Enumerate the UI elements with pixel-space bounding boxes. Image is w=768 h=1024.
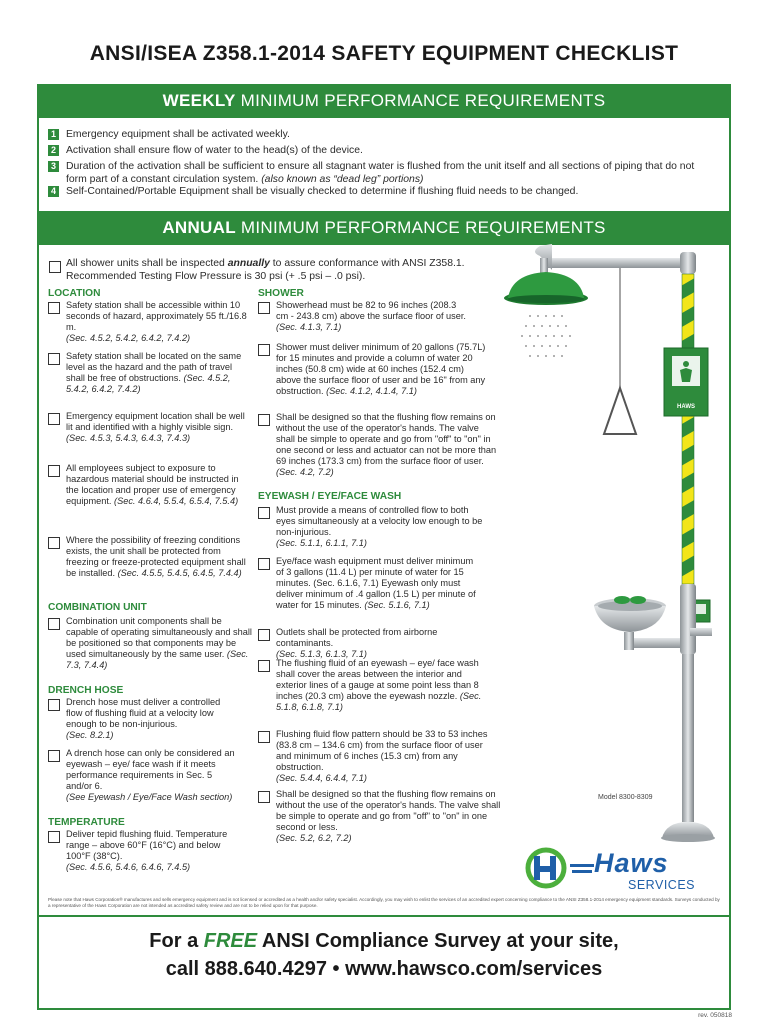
item-text: Outlets shall be protected from airborne contaminants. [276,627,438,648]
legal-disclaimer: Please note that Haws Corporation® manufactures and sells emergency equipment and is not licensed or accredited as a health and/or safety specialist. Accordingly, you may wish to enlist the services of an accredited expert concerning compliance to the ANSI Z358.1-2014 emergency equipment standards. Surveys conducted by a representative of the Haws Corporation are not intended as accredited safety review and are not to be relied upon for that purpose. [48,897,720,908]
page-title: ANSI/ISEA Z358.1-2014 SAFETY EQUIPMENT CHECKLIST [89,42,679,65]
item-text: The flushing fluid of an eyewash – eye/ face wash shall cover the areas between the interior and exterior lines of a gauge at some point less than 8 inches (20.3 cm) above the eyewash nozzle. [276,658,479,701]
checklist-item [276,556,481,611]
section-ref: (Sec. 4.5.2, 5.4.2, 6.4.2, 7.4.2) [66,373,231,394]
weekly-item-text: Self-Contained/Portable Equipment shall be visually checked to determine if flushing fluid needs to be changed. [66,186,579,197]
item-number: 3 [48,161,59,172]
checkbox[interactable] [258,344,270,356]
eyewash-heading: EYEWASH / EYE/FACE WASH [258,491,402,502]
checklist-item [66,411,252,444]
cta-line-1 [37,930,731,953]
section-ref: (Sec. 4.1.2, 4.1.4, 7.1) [326,386,417,396]
combination-heading: COMBINATION UNIT [48,602,147,613]
cta-text-b: ANSI Compliance Survey at your site, [257,930,619,952]
cta-free: FREE [203,930,258,952]
item-text: Shower must deliver minimum of 20 gallons (75.7L) for 15 minutes and provide a column of water 20 inches (50.8 cm) wide at 60 inches (152.4 cm) above the surface floor of user and be 16" from any obstruction. [276,342,486,396]
checklist-item [66,300,252,344]
item-text: Safety station shall be located on the same level as the hazard and the path of travel shall be free of obstructions. [66,351,242,383]
checklist-item [66,748,236,803]
weekly-heading [37,84,731,118]
section-ref: (Sec. 5.1.3, 6.1.3, 7.1) [276,649,367,659]
section-ref: (Sec. 4.2, 7.2) [276,467,334,477]
shower-heading: SHOWER [258,288,304,299]
checkbox[interactable] [258,791,270,803]
cta-divider [39,915,729,917]
model-label: Model 8300-8309 [598,794,653,801]
section-ref: (Sec. 5.1.8, 6.1.8, 7.1) [276,691,482,712]
checkbox[interactable] [48,465,60,477]
checkbox[interactable] [258,629,270,641]
combination-shower-illustration [500,238,725,848]
intro-checkbox[interactable] [49,261,61,273]
checklist-item [276,627,486,660]
weekly-item-text: Emergency equipment shall be activated weekly. [66,129,290,140]
intro-emphasis: annually [227,258,270,269]
weekly-item-4 [48,186,728,199]
checklist-item [276,505,486,549]
checkbox[interactable] [258,414,270,426]
annual-heading-rest: MINIMUM PERFORMANCE REQUIREMENTS [235,218,606,237]
intro-pressure: Recommended Testing Flow Pressure is 30 psi (+ .5 psi – .0 psi). [66,270,366,282]
logo-brand: Haws [594,848,669,878]
intro-text-a: All shower units shall be inspected [66,258,228,269]
svg-text:HAWS: HAWS [677,404,695,410]
item-text: Emergency equipment location shall be well lit and identified with a highly visible sign. [66,411,245,432]
item-text: Safety station shall be accessible within 10 seconds of hazard, approximately 55 ft./16.8 m. [66,300,247,332]
intro-text-b: to assure conformance with ANSI Z358.1. [269,258,465,269]
weekly-item-text: Activation shall ensure flow of water to the head(s) of the device. [66,145,363,156]
checkbox[interactable] [48,831,60,843]
checkbox[interactable] [48,302,60,314]
item-text: A drench hose can only be considered an eyewash – eye/ face wash if it meets performance requirements in Sec. 5 and/or 6. [66,748,235,791]
item-text: Flushing fluid flow pattern should be 33 to 53 inches (83.8 cm – 134.6 cm) from the surface floor of user and minimum of 6 inches (15.3 cm) from any obstruction. [276,729,488,772]
section-ref: (Sec. 5.2, 6.2, 7.2) [276,833,352,843]
section-ref: (Sec. 4.5.6, 5.4.6, 6.4.6, 7.4.5) [66,862,191,872]
annual-intro [66,258,486,283]
item-text: Deliver tepid flushing fluid. Temperature range – above 60°F (16°C) and below 100°F (38°C). [66,829,228,861]
weekly-heading-bold: WEEKLY [162,91,236,110]
checkbox[interactable] [48,618,60,630]
checklist-item [66,535,252,579]
checkbox[interactable] [48,537,60,549]
item-text: Showerhead must be 82 to 96 inches (208.3 cm - 243.8 cm) above the surface floor of user. [276,300,466,321]
item-text: Combination unit components shall be capable of operating simultaneously and shall be positioned so that components may be used simultaneously by the same user. [66,616,252,659]
cta-contact[interactable]: call 888.640.4297 • www.hawsco.com/services [165,958,603,980]
checkbox[interactable] [258,302,270,314]
annual-heading-bold: ANNUAL [162,218,236,237]
item-text: Shall be designed so that the flushing flow remains on without the use of the operator's hands. The valve shall be simple to operate and go from "off" to "on" in one second or less. [276,789,501,832]
section-ref: (Sec. 5.4.4, 6.4.4, 7.1) [276,773,367,783]
weekly-item-note: (also known as “dead leg” portions) [261,173,424,185]
checklist-item [276,729,496,784]
item-number: 1 [48,129,59,140]
checkbox[interactable] [258,558,270,570]
weekly-item-1 [48,129,728,142]
checkbox[interactable] [258,507,270,519]
section-ref: (Sec. 4.5.2, 5.4.2, 6.4.2, 7.4.2) [66,333,191,343]
item-text: Eye/face wash equipment must deliver minimum of 3 gallons (11.4 L) per minute of water for 15 minutes. (Sec. 6.1.6, 7.1) Eyewash only must deliver minimum of .4 gallon (1.5 L) per minute of water for 15 minutes. [276,556,476,610]
checklist-item [276,300,466,333]
checklist-item [276,658,486,713]
section-ref: (Sec. 4.6.4, 5.5.4, 6.5.4, 7.5.4) [114,496,239,506]
section-ref: (Sec. 5.1.1, 6.1.1, 7.1) [276,538,367,548]
checkbox[interactable] [48,699,60,711]
checklist-item [276,412,498,478]
checkbox[interactable] [48,353,60,365]
drench-heading: DRENCH HOSE [48,685,124,696]
temperature-heading: TEMPERATURE [48,817,125,828]
item-text: Where the possibility of freezing conditions exists, the unit shall be protected from freezing or freeze-protected equipment shall be installed. [66,535,246,578]
checkbox[interactable] [258,660,270,672]
section-ref: (Sec. 5.1.6, 7.1) [364,600,430,610]
weekly-item-2 [48,145,728,158]
item-number: 2 [48,145,59,156]
checkbox[interactable] [48,750,60,762]
checklist-item [66,463,252,507]
checklist-item [66,616,252,671]
checklist-item [66,829,241,873]
item-text: All employees subject to exposure to hazardous material should be instructed in the location and proper use of emergency equipment. [66,463,239,506]
section-ref: (Sec. 4.5.5, 5.4.5, 6.4.5, 7.4.4) [117,568,242,578]
checklist-item [66,697,236,741]
checklist-item [276,789,508,844]
weekly-item-text: Duration of the activation shall be sufficient to ensure all stagnant water is flushed from the unit itself and all sections of piping that do not form part of a constant circulation system. [66,161,695,185]
section-ref: (Sec. 4.5.3, 5.4.3, 6.4.3, 7.4.3) [66,433,191,443]
item-number: 4 [48,186,59,197]
checkbox[interactable] [48,413,60,425]
checkbox[interactable] [258,731,270,743]
location-heading: LOCATION [48,288,101,299]
revision-label: rev. 050818 [698,1012,732,1019]
item-text: Drench hose must deliver a controlled flow of flushing fluid at a velocity low enough to be non-injurious. [66,697,221,729]
weekly-heading-rest: MINIMUM PERFORMANCE REQUIREMENTS [235,91,606,110]
checklist-item [276,342,486,397]
section-ref: (See Eyewash / Eye/Face Wash section) [66,792,233,802]
section-ref: (Sec. 4.1.3, 7.1) [276,322,342,332]
item-text: Must provide a means of controlled flow to both eyes simultaneously at a velocity low enough to be non-injurious. [276,505,483,537]
section-ref: (Sec. 8.2.1) [66,730,114,740]
cta-text-a: For a [149,930,204,952]
weekly-item-3 [48,161,728,186]
checklist-item [66,351,252,395]
logo-services: SERVICES [628,878,695,892]
item-text: Shall be designed so that the flushing flow remains on without the use of the operator's hands. The valve shall be simple to operate and go from "off" to "on" in one second or less and actuator can not be more than 69 inches (173.3 cm) from the surface floor of user. [276,412,497,466]
section-ref: (Sec. 7.3, 7.4.4) [66,649,249,670]
